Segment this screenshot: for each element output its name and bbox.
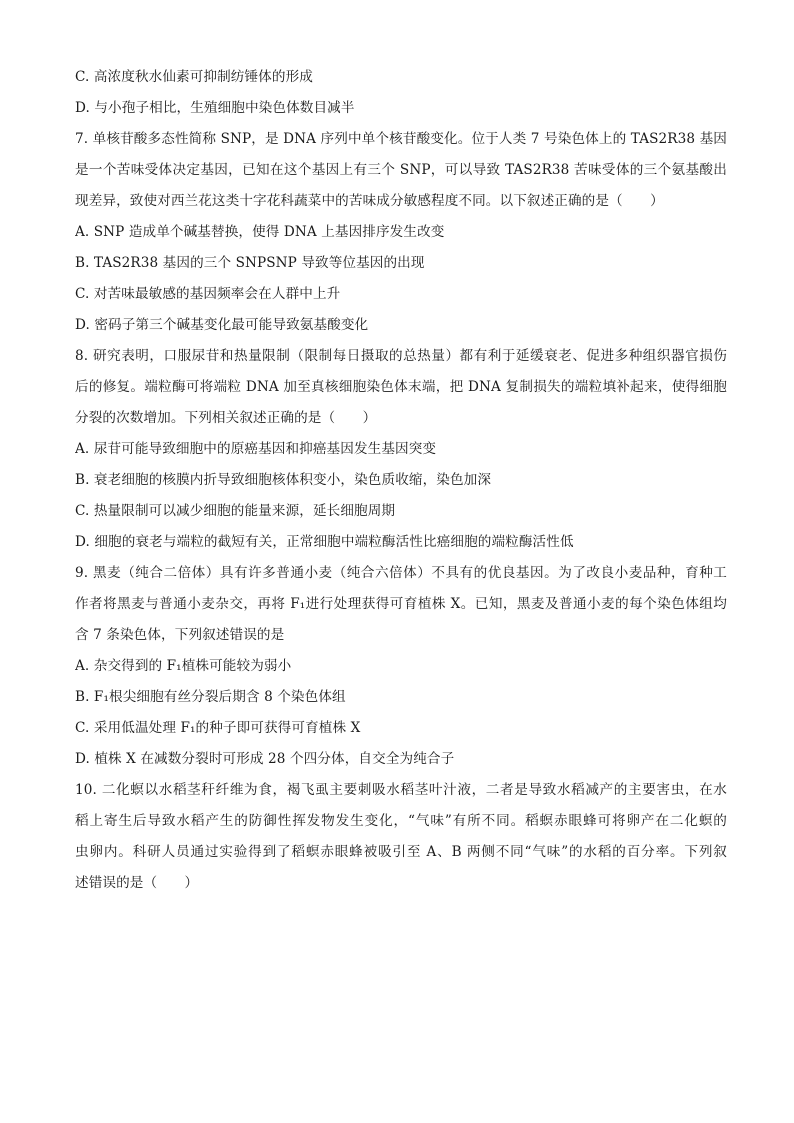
- q7-option-d: D. 密码子第三个碱基变化最可能导致氨基酸变化: [75, 317, 369, 333]
- question-content: [75, 62, 727, 899]
- q6-option-d: D. 与小孢子相比，生殖细胞中染色体数目减半: [75, 100, 355, 116]
- q9-stem-line: 作者将黑麦与普通小麦杂交，再将 F₁进行处理获得可育植株 X。已知，黑麦及普通小麦的每个染色体组均: [75, 596, 727, 612]
- q8-option-a: A. 尿苷可能导致细胞中的原癌基因和抑癌基因发生基因突变: [75, 441, 437, 457]
- q7-option-a: A. SNP 造成单个碱基替换，使得 DNA 上基因排序发生改变: [75, 224, 445, 240]
- q8-stem-line: 8. 研究表明，口服尿苷和热量限制（限制每日摄取的总热量）都有利于延缓衰老、促进多种组织器官损伤: [75, 348, 727, 364]
- q7-stem-line: 现差异，致使对西兰花这类十字花科蔬菜中的苦味成分敏感程度不同。以下叙述正确的是（ ）: [75, 193, 664, 209]
- q8-option-d: D. 细胞的衰老与端粒的截短有关，正常细胞中端粒酶活性比癌细胞的端粒酶活性低: [75, 534, 574, 550]
- q9-stem-line: 含 7 条染色体，下列叙述错误的是: [75, 627, 285, 643]
- q7-option-b: B. TAS2R38 基因的三个 SNPSNP 导致等位基因的出现: [75, 255, 425, 271]
- q7-option-c: C. 对苦味最敏感的基因频率会在人群中上升: [75, 286, 341, 302]
- q9-option-b: B. F₁根尖细胞有丝分裂后期含 8 个染色体组: [75, 689, 346, 705]
- q10-stem-line: 10. 二化螟以水稻茎秆纤维为食，褐飞虱主要刺吸水稻茎叶汁液，二者是导致水稻减产的主要害虫，在水: [75, 782, 727, 798]
- q9-option-a: A. 杂交得到的 F₁植株可能较为弱小: [75, 658, 292, 674]
- q9-stem-line: 9. 黑麦（纯合二倍体）具有许多普通小麦（纯合六倍体）不具有的优良基因。为了改良小麦品种，育种工: [75, 565, 727, 581]
- q7-stem-line: 是一个苦味受体决定基因，已知在这个基因上有三个 SNP，可以导致 TAS2R38 苦味受体的三个氨基酸出: [75, 162, 727, 178]
- q8-stem-line: 分裂的次数增加。下列相关叙述正确的是（ ）: [75, 410, 377, 426]
- q10-stem-line: 虫卵内。科研人员通过实验得到了稻螟赤眼蜂被吸引至 A、B 两侧不同“气味”的水稻的百分率。下列叙: [75, 844, 727, 860]
- q10-stem-line: 述错误的是（ ）: [75, 875, 199, 891]
- q9-option-d: D. 植株 X 在减数分裂时可形成 28 个四分体，自交全为纯合子: [75, 751, 455, 767]
- q8-option-b: B. 衰老细胞的核膜内折导致细胞核体积变小，染色质收缩，染色加深: [75, 472, 492, 488]
- q9-option-c: C. 采用低温处理 F₁的种子即可获得可育植株 X: [75, 720, 361, 736]
- q8-stem-line: 后的修复。端粒酶可将端粒 DNA 加至真核细胞染色体末端，把 DNA 复制损失的端粒填补起来，使得细胞: [75, 379, 727, 395]
- q7-stem-line: 7. 单核苷酸多态性简称 SNP，是 DNA 序列中单个核苷酸变化。位于人类 7 号染色体上的 TAS2R38 基因: [75, 131, 727, 147]
- q10-stem-line: 稻上寄生后导致水稻产生的防御性挥发物发生变化，“气味”有所不同。稻螟赤眼蜂可将卵产在二化螟的: [75, 813, 727, 829]
- q8-option-c: C. 热量限制可以减少细胞的能量来源，延长细胞周期: [75, 503, 396, 519]
- q6-option-c: C. 高浓度秋水仙素可抑制纺锤体的形成: [75, 69, 313, 85]
